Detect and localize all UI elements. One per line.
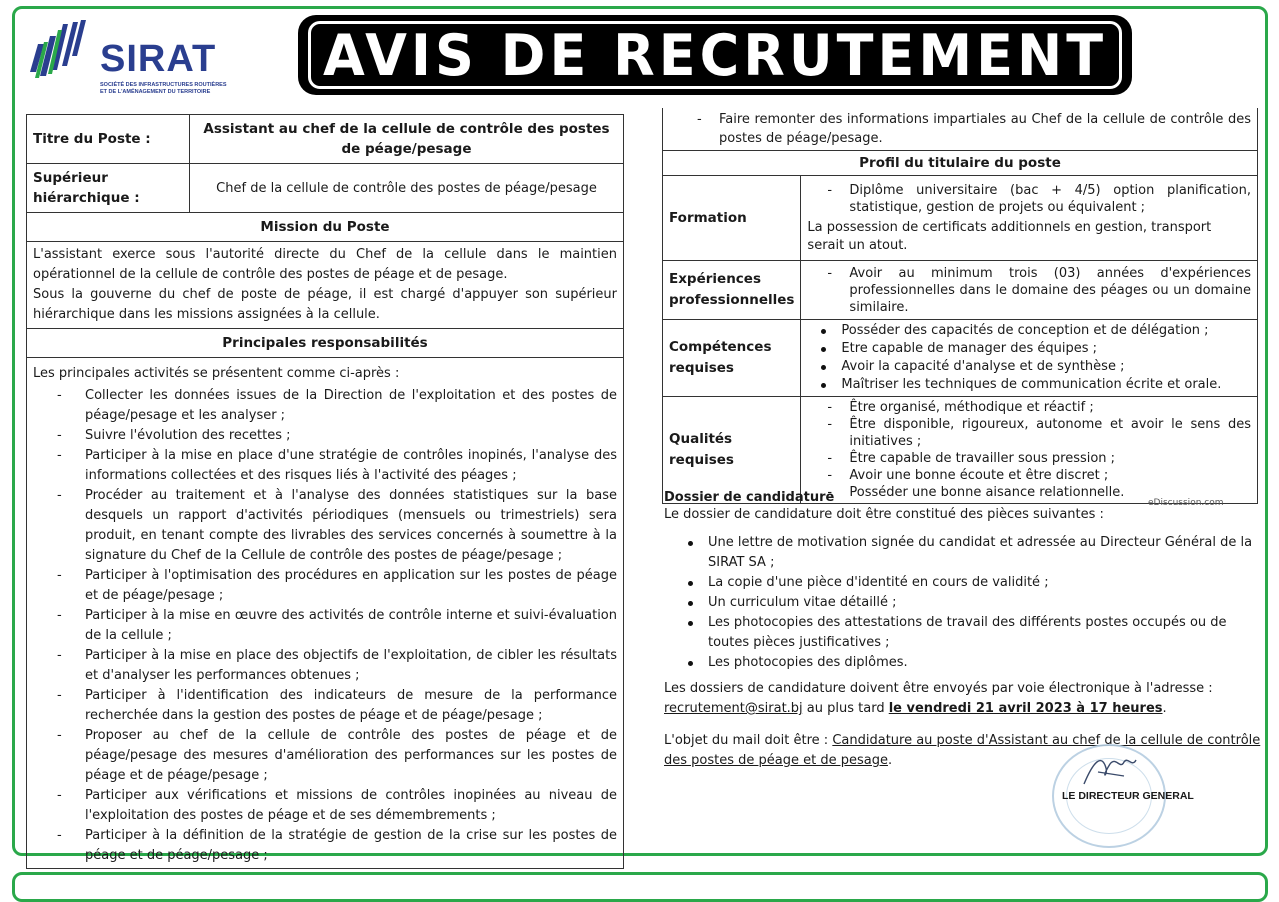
titre-value: Assistant au chef de la cellule de contrôle des postes de péage/pesage: [190, 115, 624, 164]
row-mission-body: [27, 242, 624, 329]
object-prefix: L'objet du mail doit être :: [664, 733, 833, 748]
deadline-date: le vendredi 21 avril 2023 à 17 heures: [888, 701, 1163, 716]
list-item: La copie d'une pièce d'identité en cours de validité ;: [708, 573, 1264, 593]
formation-value: [801, 176, 1258, 261]
dossier-section: [664, 490, 1264, 771]
list-item: - Proposer au chef de la cellule de contrôle des postes de péage et de péage/pesage des mesures d'amélioration des performances sur les postes de péage et de péage/pesage ;: [85, 726, 617, 786]
page-frame-bottom: [12, 872, 1268, 902]
email-link[interactable]: recrutement@sirat.bj: [664, 701, 803, 716]
list-item: - Procéder au traitement et à l'analyse des données statistiques sur la base desquels un rapport d'activités périodiques (mensuels ou trimestriels) sera produit, en tenant compte des livrables des services concernés à soumettre à la signature du Chef de la Cellule de contrôle des postes de péage/pesage ;: [85, 486, 617, 566]
row-formation: [663, 176, 1258, 261]
list-item: Les photocopies des diplômes.: [708, 653, 1264, 673]
experiences-label: Expériences professionnelles: [663, 261, 801, 320]
logo-subtitle: SOCIÉTÉ DES INFRASTRUCTURES ROUTIÈRES ET DE L'AMÉNAGEMENT DU TERRITOIRE: [100, 82, 227, 95]
object-value: Candidature au poste d'Assistant au chef de la cellule de contrôle des postes de péage et de pesage: [664, 733, 1261, 768]
row-profil-title: [663, 151, 1258, 176]
qualites-list: [807, 399, 1251, 501]
competences-label: Compétences requises: [663, 320, 801, 397]
watermark-text: eDiscussion.com: [1148, 498, 1224, 508]
sirat-logo: [26, 16, 226, 96]
list-item: - Participer à la définition de la stratégie de gestion de la crise sur les postes de péage et de péage/pesage ;: [85, 826, 617, 866]
competences-list: [807, 322, 1251, 394]
profil-title: Profil du titulaire du poste: [663, 151, 1258, 176]
sirat-logo-mark-icon: [26, 16, 96, 86]
dossier-title: Dossier de candidature: [664, 490, 835, 505]
titre-label: Titre du Poste :: [27, 115, 190, 164]
continued-list: [669, 110, 1251, 148]
row-resp-body: [27, 358, 624, 869]
row-experiences: [663, 261, 1258, 320]
title-banner: [298, 15, 1132, 95]
mission-title: Mission du Poste: [27, 213, 624, 242]
job-table-left: [26, 114, 624, 869]
competences-value: [801, 320, 1258, 397]
list-item: - Participer à la mise en œuvre des activités de contrôle interne et suivi-évaluation de la cellule ;: [85, 606, 617, 646]
list-item: - Être capable de travailler sous pression ;: [849, 450, 1251, 467]
list-item: Etre capable de manager des équipes ;: [841, 340, 1251, 358]
responsabilites-intro: Les principales activités se présentent comme ci-après :: [33, 366, 400, 381]
dossier-list: [664, 533, 1264, 673]
formation-note: La possession de certificats additionnels en gestion, transport serait un atout.: [807, 219, 1212, 253]
list-item: - Être disponible, rigoureux, autonome et avoir le sens des initiatives ;: [849, 416, 1251, 450]
list-item: - Être organisé, méthodique et réactif ;: [849, 399, 1251, 416]
send-instructions: Les dossiers de candidature doivent être envoyés par voie électronique à l'adresse :: [664, 681, 1213, 696]
row-qualites: [663, 397, 1258, 504]
list-item: Avoir la capacité d'analyse et de synthèse ;: [841, 358, 1251, 376]
list-item: - Participer à l'optimisation des procédures en application sur les postes de péage et de péage/pesage ;: [85, 566, 617, 606]
row-titre: [27, 115, 624, 164]
list-item: - Participer à l'identification des indicateurs de mesure de la performance recherchée dans la gestion des postes de péage et de péage/pesage ;: [85, 686, 617, 726]
page-title: AVIS DE RECRUTEMENT: [322, 21, 1108, 89]
experiences-list: [807, 265, 1251, 316]
title-banner-border: [308, 21, 1122, 89]
list-item: - Faire remonter des informations impartiales au Chef de la cellule de contrôle des postes de péage/pesage.: [719, 110, 1251, 148]
list-item: Une lettre de motivation signée du candidat et adressée au Directeur Général de la SIRAT SA ;: [708, 533, 1264, 573]
row-continued-item: [663, 108, 1258, 151]
list-item: - Avoir au minimum trois (03) années d'expériences professionnelles dans le domaine des péages ou un domaine similaire.: [849, 265, 1251, 316]
list-item: - Participer aux vérifications et missions de contrôles inopinées au niveau de l'exploitation des postes de péage et de ses démembrements ;: [85, 786, 617, 826]
list-item: Un curriculum vitae détaillé ;: [708, 593, 1264, 613]
mission-paragraph-2: Sous la gouverne du chef de poste de péage, il est chargé d'appuyer son supérieur hiérarchique dans les missions assignées à la cellule.: [33, 287, 617, 322]
dossier-intro: Le dossier de candidature doit être constitué des pièces suivantes :: [664, 507, 1104, 522]
formation-label: Formation: [663, 176, 801, 261]
superieur-label: Supérieur hiérarchique :: [27, 164, 190, 213]
row-resp-title: [27, 329, 624, 358]
list-item: - Suivre l'évolution des recettes ;: [85, 426, 617, 446]
mission-body: [27, 242, 624, 329]
object-line: L'objet du mail doit être : Candidature au poste d'Assistant au chef de la cellule de contrôle des postes de péage et de pesage.: [664, 733, 1261, 768]
row-superieur: [27, 164, 624, 213]
list-item: - Collecter les données issues de la Direction de l'exploitation et des postes de péage/pesage et les analyser ;: [85, 386, 617, 426]
job-table-right: [662, 108, 1258, 504]
deadline-line: recrutement@sirat.bj au plus tard le vendredi 21 avril 2023 à 17 heures.: [664, 701, 1167, 716]
formation-list: [807, 182, 1251, 216]
qualites-value: [801, 397, 1258, 504]
list-item: - Avoir une bonne écoute et être discret ;: [849, 467, 1251, 484]
list-item: Maîtriser les techniques de communication écrite et orale.: [841, 376, 1251, 394]
responsabilites-title: Principales responsabilités: [27, 329, 624, 358]
list-item: - Participer à la mise en place d'une stratégie de contrôles inopinés, l'analyse des informations collectées et des risques liés à l'activité des péages ;: [85, 446, 617, 486]
signer-title: LE DIRECTEUR GENERAL: [1062, 790, 1194, 802]
list-item: Les photocopies des attestations de travail des différents postes occupés ou de toutes pièces justificatives ;: [708, 613, 1264, 653]
responsabilites-list: [33, 386, 617, 866]
list-item: - Participer à la mise en place des objectifs de l'exploitation, de cibler les résultats et d'analyser les performances obtenues ;: [85, 646, 617, 686]
qualites-label: Qualités requises: [663, 397, 801, 504]
mission-paragraph-1: L'assistant exerce sous l'autorité directe du Chef de la cellule dans le maintien opérationnel de la cellule de contrôle des postes de péage et de pesage.: [33, 247, 617, 282]
responsabilites-body: [27, 358, 624, 869]
list-item: Posséder des capacités de conception et de délégation ;: [841, 322, 1251, 340]
row-mission-title: [27, 213, 624, 242]
row-competences: [663, 320, 1258, 397]
deadline-prefix: au plus tard: [802, 701, 889, 716]
logo-name: SIRAT: [100, 38, 217, 80]
superieur-value: Chef de la cellule de contrôle des postes de péage/pesage: [190, 164, 624, 213]
list-item: - Diplôme universitaire (bac + 4/5) option planification, statistique, gestion de projets ou équivalent ;: [849, 182, 1251, 216]
experiences-value: [801, 261, 1258, 320]
signature-icon: [1080, 750, 1140, 790]
list-item: - Posséder une bonne aisance relationnelle.: [849, 484, 1251, 501]
continued-responsibility: [663, 108, 1258, 151]
